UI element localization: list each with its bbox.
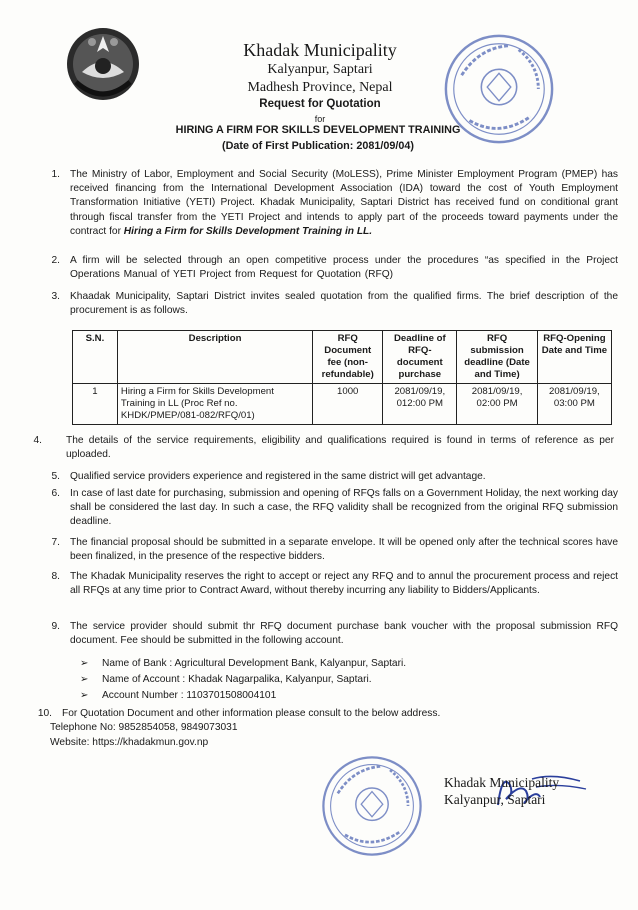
website: Website: https://khadakmun.gov.np	[50, 737, 209, 748]
municipality-title: Khadak Municipality	[243, 40, 397, 60]
account-name: ➢ Name of Account : Khadak Nagarpalika, Kalyanpur, Saptari.	[80, 674, 372, 685]
bank-name: ➢ Name of Bank : Agricultural Development Bank, Kalyanpur, Saptari.	[80, 658, 407, 669]
arrow-bullet-icon: ➢	[80, 690, 89, 701]
table-row: 1 Hiring a Firm for Skills Development Training in LL (Proc Ref no. KHDK/PMEP/081-082/RFQ/01) 1000 2081/09/19, 012:00 PM 2081/09/19, 02:00 PM 2081/09/19, 03:00 PM	[73, 384, 612, 425]
col-submission-deadline: RFQ submission deadline (Date and Time)	[457, 331, 537, 384]
col-sn: S.N.	[73, 331, 118, 384]
table-header-row	[73, 331, 612, 384]
nepal-emblem-icon	[62, 22, 144, 104]
col-description: Description	[117, 331, 312, 384]
arrow-bullet-icon: ➢	[80, 658, 89, 669]
signatory-name: Khadak Municipality	[444, 775, 560, 790]
for-label: for	[314, 114, 326, 124]
col-opening: RFQ-Opening Date and Time	[537, 331, 611, 384]
telephone: Telephone No: 9852854058, 9849073031	[50, 722, 238, 733]
municipality-seal-stamp-icon	[318, 752, 426, 860]
hiring-heading: HIRING A FIRM FOR SKILLS DEVELOPMENT TRAINING	[175, 124, 461, 136]
procurement-table	[72, 330, 612, 425]
address-line-1: Kalyanpur, Saptari	[267, 62, 373, 77]
publication-date: (Date of First Publication: 2081/09/04)	[222, 140, 414, 152]
rfq-heading: Request for Quotation	[259, 98, 381, 110]
arrow-bullet-icon: ➢	[80, 674, 89, 685]
signatory-place: Kalyanpur, Saptari	[444, 792, 546, 807]
address-line-2: Madhesh Province, Nepal	[247, 80, 393, 95]
col-fee: RFQ Document fee (non-refundable)	[313, 331, 383, 384]
account-number: ➢ Account Number : 1103701508004101	[80, 690, 277, 701]
document-page: Khadak Municipality Kalyanpur, Saptari Madhesh Province, Nepal Request for Quotation for HIRING A FIRM FOR SKILLS DEVELOPMENT TRAINING (Date of First Publication: 2081/09/04) 1. The Ministry of Labor, Employment and Social Security (MoLESS), Prime Minister Employment Program (PMEP) has received financing from the International Development Association (IDA) toward the cost of Youth Employment Transformation Initiative (YETI) Project. Khadak Municipality, Saptari District has received fund on conditional grant through fiscal transfer from the YETI Project and intends to apply part of the proceeds toward payments under the contract for Hiring a Firm for Skills Development Training in LL. 2. A firm will be selected through an open competitive process under the procedures “as specified in the Project Operations Manual of YETI Project from Request for Quotation (RFQ) 3. Khaadak Municipality, Saptari District invites sealed quotation from the qualified firms. The brief description of the procurement is as follows. 4. The details of the service requirements, eligibility and qualifications required is found in terms of reference as per uploaded. 5. Qualified service providers experience and registered in the same district will get advantage. 6. In case of last date for purchasing, submission and opening of RFQs falls on a Government Holiday, the next working day shall be considered the last day. In such a case, the RFQ validity shall be recognized from the original RFQ submission deadline. 7. The financial proposal should be submitted in a separate envelope. It will be opened only after the technical scores have been finalized, in the presence of the respective bidders. 8. The Khadak Municipality reserves the right to accept or reject any RFQ and to annul the procurement process and reject all RFQs at any time prior to Contract Award, without thereby incurring any liability to Bidders/Applicants. 9. The service provider should submit thr RFQ document purchase bank voucher with the proposal submission RFQ document. Fee should be submitted in the following account. 10. For Quotation Document and other information please consult to the below address. S.N. Description RFQ Document fee (non-refundable) Deadline of RFQ-document purchase RFQ submission deadline (Date and Time) RFQ-Opening Date and Time 1 Hiring a Firm for Skills Development Training in LL (Proc Ref no. KHDK/PMEP/081-082/RFQ/01) 1000 2081/09/19, 012:00 PM 2081/09/19, 02:00 PM 2081/09/19, 03:00 PM ➢ Name of Bank : Agricultural Development Bank, Kalyanpur, Saptari. ➢ Name of Account : Khadak Nagarpalika, Kalyanpur, Saptari. ➢ Account Number : 1103701508004101 Telephone No: 9852854058, 9849073031 Website: https://khadakmun.gov.np Khadak Municipality Kalyanpur, Saptari	[0, 0, 638, 910]
col-purchase-deadline: Deadline of RFQ-document purchase	[383, 331, 457, 384]
